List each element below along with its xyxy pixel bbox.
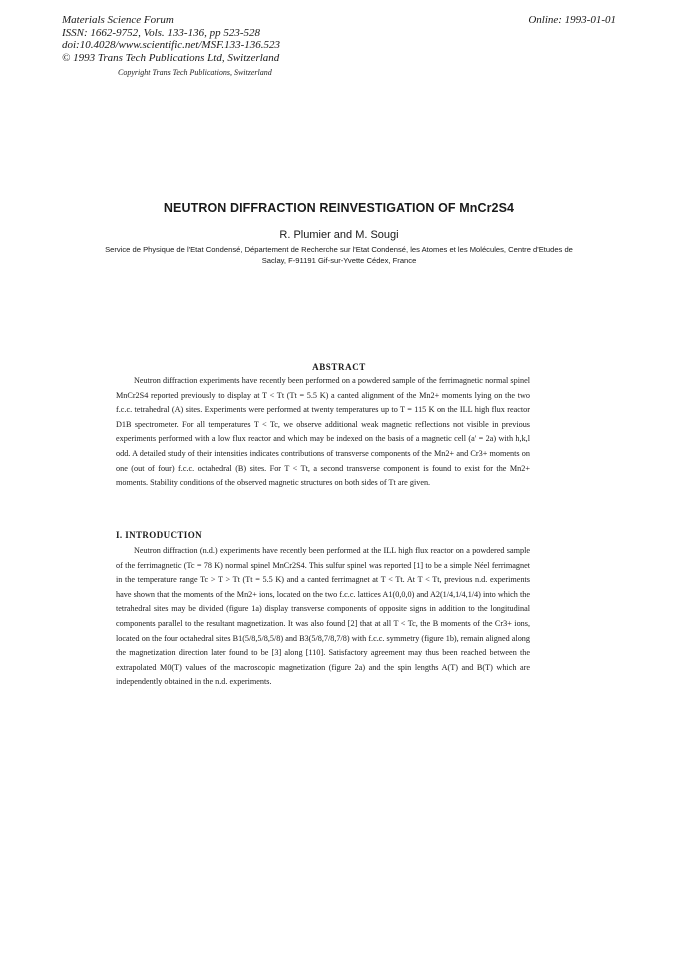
- online-date: Online: 1993-01-01: [528, 14, 616, 26]
- journal-name: Materials Science Forum: [62, 14, 174, 26]
- abstract-heading: ABSTRACT: [312, 362, 366, 372]
- doi-line: doi:10.4028/www.scientific.net/MSF.133-136.523: [62, 39, 281, 51]
- introduction-text: Neutron diffraction (n.d.) experiments have recently been performed at the ILL high flux reactor on a powdered sample of the ferrimagnetic (Tc = 78 K) normal spinel MnCr2S4. This sulfur spinel was reported [1] to be a simple Néel ferrimagnet in the temperature range Tc > T > Tt (Tt = 5.5 K) and a canted ferrimagnet at T < Tt. At T < Tt, previous n.d. experiments have shown that the moments of the Mn2+ ions, located on the two f.c.c. lattices A1(0,0,0) and A2(1/4,1/4,1/4) into which the tetrahedral sites may be divided (figure 1a) display transverse components of opposite signs in addition to the longitudinal components parallel to the resultant magnetization. It was also found [2] that at all T < Tc, the B moments of the Cr3+ ions, located on the four octahedral sites B1(5/8,5/8,5/8) and B3(5/8,7/8,7/8) with f.c.c. symmetry (figure 1b), remain aligned along the magnetization direction later found to be [3] along [110]. Satisfactory agreement may thus been reached between the extrapolated M0(T) values of the macroscopic magnetization (figure 2a) and the spin lengths A(T) and B(T) which are independently obtained in the n.d. experiments.: [116, 546, 530, 687]
- paper-title: NEUTRON DIFFRACTION REINVESTIGATION OF MnCr2S4: [163, 201, 515, 215]
- journal-header: [62, 14, 280, 64]
- copyright-line: Copyright Trans Tech Publications, Switzerland: [118, 68, 272, 77]
- abstract-body: [116, 374, 530, 491]
- abstract-text: Neutron diffraction experiments have recently been performed on a powdered sample of the ferrimagnetic normal spinel MnCr2S4 reported previously to display at T < Tt (Tt = 5.5 K) a canted alignment of the Mn2+ moments lying on the two f.c.c. tetrahedral (A) sites. Experiments were performed at twenty temperatures up to T = 115 K on the ILL high flux reactor D1B spectrometer. For all temperatures T < Tc, we observe additional weak magnetic reflections not visible in previous experiments performed with a low flux reactor and which may be indexed on the basis of a magnetic cell (a' = 2a) with h,k,l odd. A detailed study of their intensities indicates contributions of transverse components of the Mn2+ and Cr3+ moments on one (out of four) f.c.c. octahedral (B) sites. For T < Tt, a second transverse component is found to exist for the Mn2+ moments. Stability conditions of the observed magnetic structures on both sides of Tt are given.: [116, 376, 530, 488]
- introduction-body: [116, 544, 530, 690]
- issn-line: ISSN: 1662-9752, Vols. 133-136, pp 523-528: [62, 26, 260, 39]
- publisher-line: © 1993 Trans Tech Publications Ltd, Switzerland: [62, 51, 280, 64]
- paper-affiliation: Service de Physique de l'Etat Condensé, Département de Recherche sur l'Etat Condensé, les Atomes et les Molécules, Centre d'Etudes de Saclay, F-91191 Gif-sur-Yvette Cédex, France: [105, 245, 573, 265]
- paper-authors: R. Plumier and M. Sougi: [279, 229, 399, 241]
- introduction-heading: I. INTRODUCTION: [116, 530, 203, 540]
